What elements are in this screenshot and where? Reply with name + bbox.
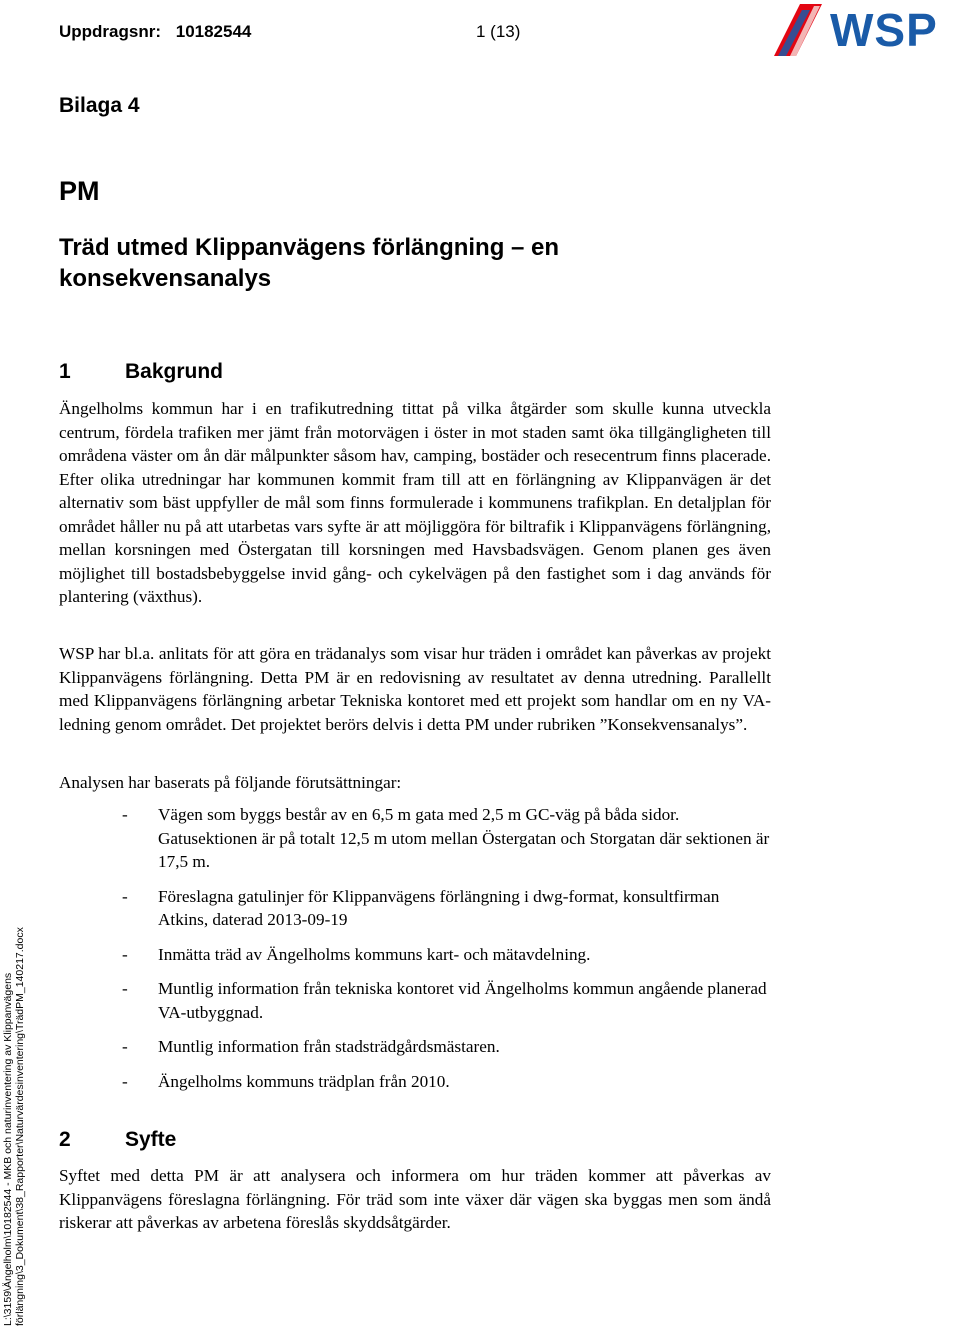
paragraph-background-1: Ängelholms kommun har i en trafikutredning tittat på vilka åtgärder som skulle kunna utveckla centrum, fördela trafiken mer jämt från motorvägen i öster in mot staden samt öka tillgängligheten till områdena väster om ån där målpunkter såsom hav, camping, bostäder och resecentrum finns placerade. Efter olika utredningar har kommunen kommit fram till att en förlängning av Klippanvägen är det alternativ som bäst uppfyller de mål som finns formulerade i kommunens trafikplan. En detaljplan för området håller nu på att utarbetas vars syfte är att möjliggöra för biltrafik i Klippanvägens förlängning, mellan korsningen med Östergatan till korsningen med Havsbadsvägen. Genom planen ges även möjlighet till bostadsbebyggelse invid gång- och cykelvägen på den fastighet som i dag används för plantering (växthus). <box>59 399 771 606</box>
attachment-label: Bilaga 4 <box>59 94 140 117</box>
paragraph-background-3: Analysen har baserats på följande förutsättningar: <box>59 773 402 792</box>
assignment-number-line <box>59 22 261 42</box>
wsp-logo <box>772 0 960 60</box>
document-type: PM <box>59 176 100 206</box>
list-item: - Ängelholms kommuns trädplan från 2010. <box>122 1070 772 1094</box>
paragraph-background-2: WSP har bl.a. anlitats för att göra en trädanalys som visar hur träden i området kan påverkas av projekt Klippanvägens förlängning. Detta PM är en redovisning av resultatet av denna utredning. Parallellt med Klippanvägens förlängning arbetar Tekniska kontoret med ett projekt som handlar om en ny VA-ledning genom området. Det projektet berörs delvis i detta PM under rubriken ”Konsekvensanalys”. <box>59 644 771 734</box>
document-title: Träd utmed Klippanvägens förlängning – en konsekvensanalys <box>59 234 560 292</box>
list-item: - Muntlig information från stadsträdgårdsmästaren. <box>122 1035 772 1059</box>
section-heading-syfte <box>59 1128 176 1152</box>
file-path-line-1: L:\3159\Ängelholm\10182544 - MKB och naturinventering av Klippanvägens <box>2 972 14 1326</box>
svg-text:WSP: WSP <box>830 4 938 56</box>
file-path-margin <box>2 886 26 1326</box>
section-title: Bakgrund <box>125 360 224 383</box>
assignment-label: Uppdragsnr: <box>59 22 161 41</box>
prerequisites-list <box>122 803 772 1104</box>
section-number: 2 <box>59 1128 71 1151</box>
list-item: - Muntlig information från tekniska kontoret vid Ängelholms kommun angående planerad VA-utbyggnad. <box>122 977 772 1024</box>
list-item: - Inmätta träd av Ängelholms kommuns kart- och mätavdelning. <box>122 943 772 967</box>
section-number: 1 <box>59 360 71 383</box>
file-path-line-2: förlängning\3_Dokument\38_Rapporter\Naturvärdesinventering\TrädPM_140217.docx <box>14 927 26 1326</box>
page-indicator: 1 (13) <box>476 22 521 41</box>
assignment-number: 10182544 <box>175 22 252 41</box>
list-item: - Föreslagna gatulinjer för Klippanvägens förlängning i dwg-format, konsultfirman Atkins, daterad 2013-09-19 <box>122 885 772 932</box>
section-heading-bakgrund <box>59 360 223 384</box>
section-title: Syfte <box>125 1128 177 1151</box>
paragraph-purpose: Syftet med detta PM är att analysera och informera om hur träden kommer att påverkas av Klippanvägens föreslagna förlängning. För träd som inte växer där vägen ska byggas men som ändå riskerar att påverkas av arbetena föreslås skyddsåtgärder. <box>59 1166 771 1232</box>
list-item: - Vägen som byggs består av en 6,5 m gata med 2,5 m GC-väg på båda sidor. Gatusektionen är på totalt 12,5 m utom mellan Östergatan och Storgatan där sektionen är 17,5 m. <box>122 803 772 874</box>
